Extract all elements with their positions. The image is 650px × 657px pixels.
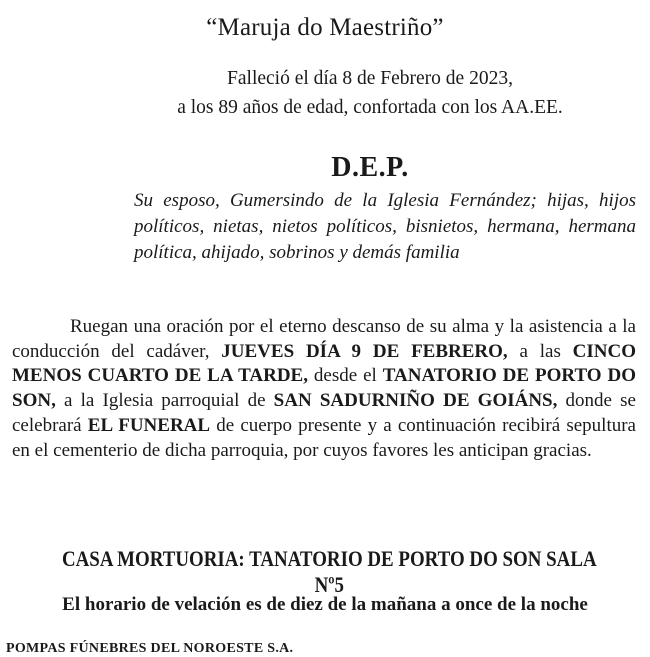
funeral-company-footer: POMPAS FÚNEBRES DEL NOROESTE S.A. <box>6 641 294 656</box>
text-segment: a la Iglesia parroquial de <box>55 390 274 412</box>
funeral-details-paragraph <box>12 315 636 463</box>
funeral-home-heading: CASA MORTUORIA: TANATORIO DE PORTO DO SON SALA Nº5 <box>61 546 597 597</box>
text-segment: de cuerpo presente y a continuación recibirá sepultura en el cementerio de dicha parroquia, por cuyos favores les anticipan gracias. <box>12 414 636 461</box>
church-name: SAN SADURNIÑO DE GOIÁNS, <box>273 390 558 412</box>
text-segment: a las <box>507 340 573 362</box>
dep-heading: D.E.P. <box>331 152 409 183</box>
departure-place: TANATORIO DE PORTO DO SON, <box>12 365 636 412</box>
funeral-date: JUEVES DÍA 9 DE FEBRERO, <box>221 340 508 362</box>
funeral-time: CINCO MENOS CUARTO DE LA TARDE, <box>12 340 636 387</box>
deceased-nickname: “Maruja do Maestriño” <box>206 14 444 41</box>
family-list: Su esposo, Gumersindo de la Iglesia Fernández; hijas, hijos políticos, nietas, nietos políticos, bisnietos, hermana, hermana política, ahijado, sobrinos y demás familia <box>134 190 636 263</box>
death-announcement <box>150 64 590 122</box>
wake-hours: El horario de velación es de diez de la mañana a once de la noche <box>62 594 588 615</box>
text-segment: donde se celebrará <box>12 390 636 436</box>
funeral-service: EL FUNERAL <box>87 414 211 436</box>
text-segment: desde el <box>307 365 383 387</box>
death-age-line: a los 89 años de edad, confortada con los AA.EE. <box>177 97 563 118</box>
death-date-line: Falleció el día 8 de Febrero de 2023, <box>227 68 513 89</box>
text-segment: Ruegan una oración por el eterno descanso de su alma y la asistencia a la conducción del cadáver, <box>12 316 636 362</box>
